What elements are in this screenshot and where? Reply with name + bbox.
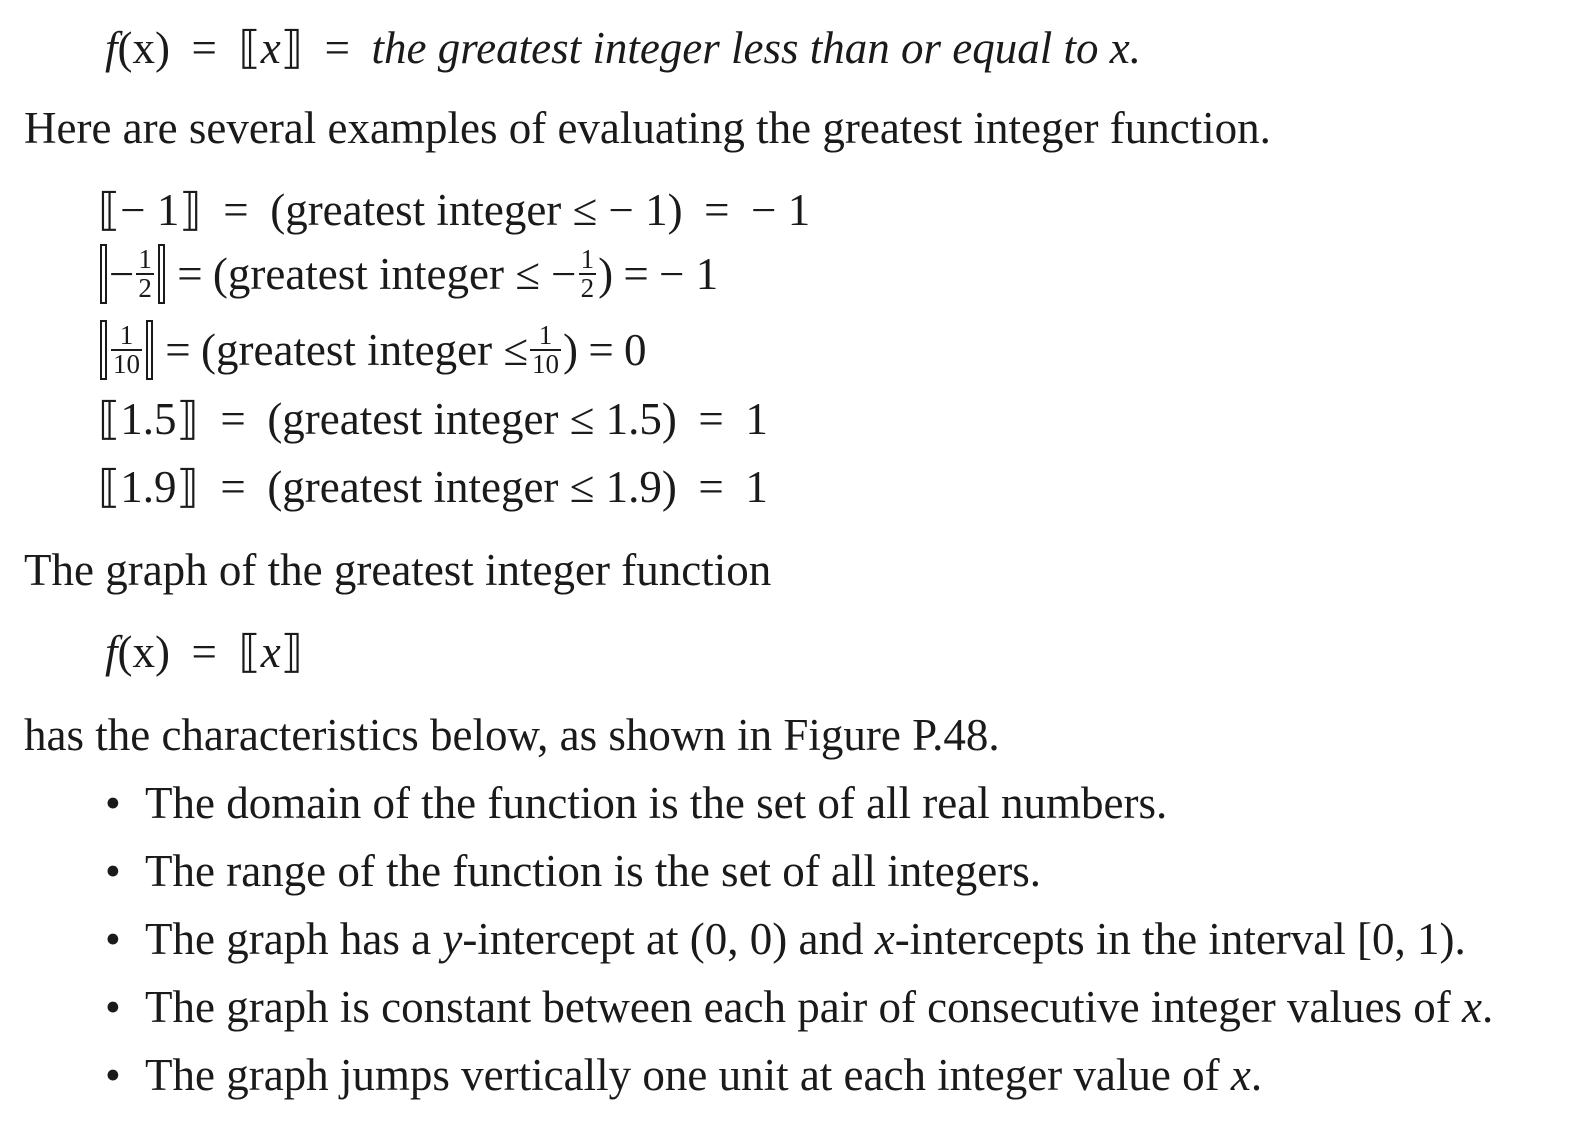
list-item: The range of the function is the set of all integers. xyxy=(145,846,1041,896)
fraction-numerator: 1 xyxy=(138,244,152,274)
example-row xyxy=(98,244,718,304)
fraction-denominator: 2 xyxy=(580,273,595,303)
equals-sign: = xyxy=(165,324,191,375)
list-item-text: The graph has a xyxy=(145,914,443,964)
example-middle-open: (greatest integer ≤ xyxy=(201,324,529,375)
fraction xyxy=(111,322,142,378)
graph-intro-paragraph: The graph of the greatest integer function xyxy=(24,545,772,595)
bullet-mark: • xyxy=(105,914,121,964)
equals-sign: = xyxy=(223,185,249,235)
intro-paragraph: Here are several examples of evaluating the greatest integer function. xyxy=(24,103,1271,153)
bullet-mark: • xyxy=(105,982,121,1032)
list-item-text: -intercepts in the interval [0, 1). xyxy=(894,914,1466,964)
bracket-close: ⟧ xyxy=(280,23,304,73)
bullet-mark: • xyxy=(105,778,121,828)
tall-bracket-close xyxy=(158,244,165,304)
definition-text: the greatest integer less than or equal to x. xyxy=(371,23,1142,73)
function-name: f xyxy=(105,627,118,677)
equals-sign: = xyxy=(191,23,217,73)
equals-sign: = xyxy=(698,462,724,512)
bracket-open: ⟦ xyxy=(238,23,261,73)
fraction-denominator: 2 xyxy=(138,273,152,303)
equals-sign: = xyxy=(191,627,217,677)
list-item-text: -intercept at (0, 0) and xyxy=(462,914,875,964)
example-middle-close: ) xyxy=(563,324,579,375)
bullet-mark: • xyxy=(105,1050,121,1100)
example-result: − 1 xyxy=(751,185,811,235)
example-middle-open: (greatest integer ≤ − xyxy=(212,248,577,299)
list-item-text: The graph is constant between each pair of consecutive integer values of xyxy=(145,982,1462,1032)
example-middle: (greatest integer ≤ 1.9) xyxy=(267,462,677,512)
bracket-open: ⟦ xyxy=(238,627,261,677)
list-item-text: . xyxy=(1481,982,1494,1032)
function-name: f xyxy=(105,23,118,73)
fraction-numerator: 1 xyxy=(119,320,134,350)
variable-x: x xyxy=(1230,1050,1251,1100)
fraction-numerator: 1 xyxy=(580,244,595,274)
example-lhs-sign: − xyxy=(109,248,135,299)
function-argument: (x) xyxy=(117,627,170,677)
variable-x: x xyxy=(1461,982,1482,1032)
list-item xyxy=(145,982,1494,1032)
definition-line xyxy=(105,23,1142,73)
example-lhs: ⟦− 1⟧ xyxy=(98,185,202,235)
tall-bracket-open xyxy=(100,244,107,304)
equals-sign: = xyxy=(704,185,730,235)
equals-sign: = xyxy=(324,23,350,73)
example-middle: (greatest integer ≤ 1.5) xyxy=(267,394,677,444)
fraction-numerator: 1 xyxy=(538,320,553,350)
fraction xyxy=(530,322,561,378)
fraction-denominator: 10 xyxy=(113,349,140,379)
example-result: 0 xyxy=(624,324,647,375)
variable-y: y xyxy=(442,914,463,964)
bracket-close: ⟧ xyxy=(280,627,304,677)
equals-sign: = xyxy=(623,248,649,299)
tall-bracket-open xyxy=(100,320,107,380)
list-item xyxy=(145,1050,1263,1100)
example-middle: (greatest integer ≤ − 1) xyxy=(270,185,683,235)
fraction xyxy=(136,246,154,302)
example-result: 1 xyxy=(745,394,768,444)
characteristics-paragraph: has the characteristics below, as shown in Figure P.48. xyxy=(24,710,1000,760)
example-row xyxy=(98,318,647,382)
equals-sign: = xyxy=(220,394,246,444)
example-row xyxy=(98,394,768,444)
function-display xyxy=(105,627,304,677)
equals-sign: = xyxy=(588,324,614,375)
function-argument: (x) xyxy=(117,23,170,73)
variable-x: x xyxy=(260,627,281,677)
bullet-mark: • xyxy=(105,846,121,896)
fraction-denominator: 10 xyxy=(532,349,560,379)
list-item-text: . xyxy=(1250,1050,1263,1100)
list-item-text: The graph jumps vertically one unit at each integer value of xyxy=(145,1050,1231,1100)
fraction xyxy=(579,246,597,302)
example-result: − 1 xyxy=(659,248,719,299)
list-item: The domain of the function is the set of all real numbers. xyxy=(145,778,1168,828)
example-row xyxy=(98,462,768,512)
example-result: 1 xyxy=(745,462,768,512)
variable-x: x xyxy=(874,914,895,964)
equals-sign: = xyxy=(220,462,246,512)
list-item xyxy=(145,914,1466,964)
example-middle-close: ) xyxy=(598,248,614,299)
example-lhs: ⟦1.9⟧ xyxy=(98,462,199,512)
example-lhs: ⟦1.5⟧ xyxy=(98,394,199,444)
equals-sign: = xyxy=(698,394,724,444)
variable-x: x xyxy=(260,23,281,73)
equals-sign: = xyxy=(177,248,203,299)
example-row xyxy=(98,185,811,235)
tall-bracket-close xyxy=(146,320,153,380)
